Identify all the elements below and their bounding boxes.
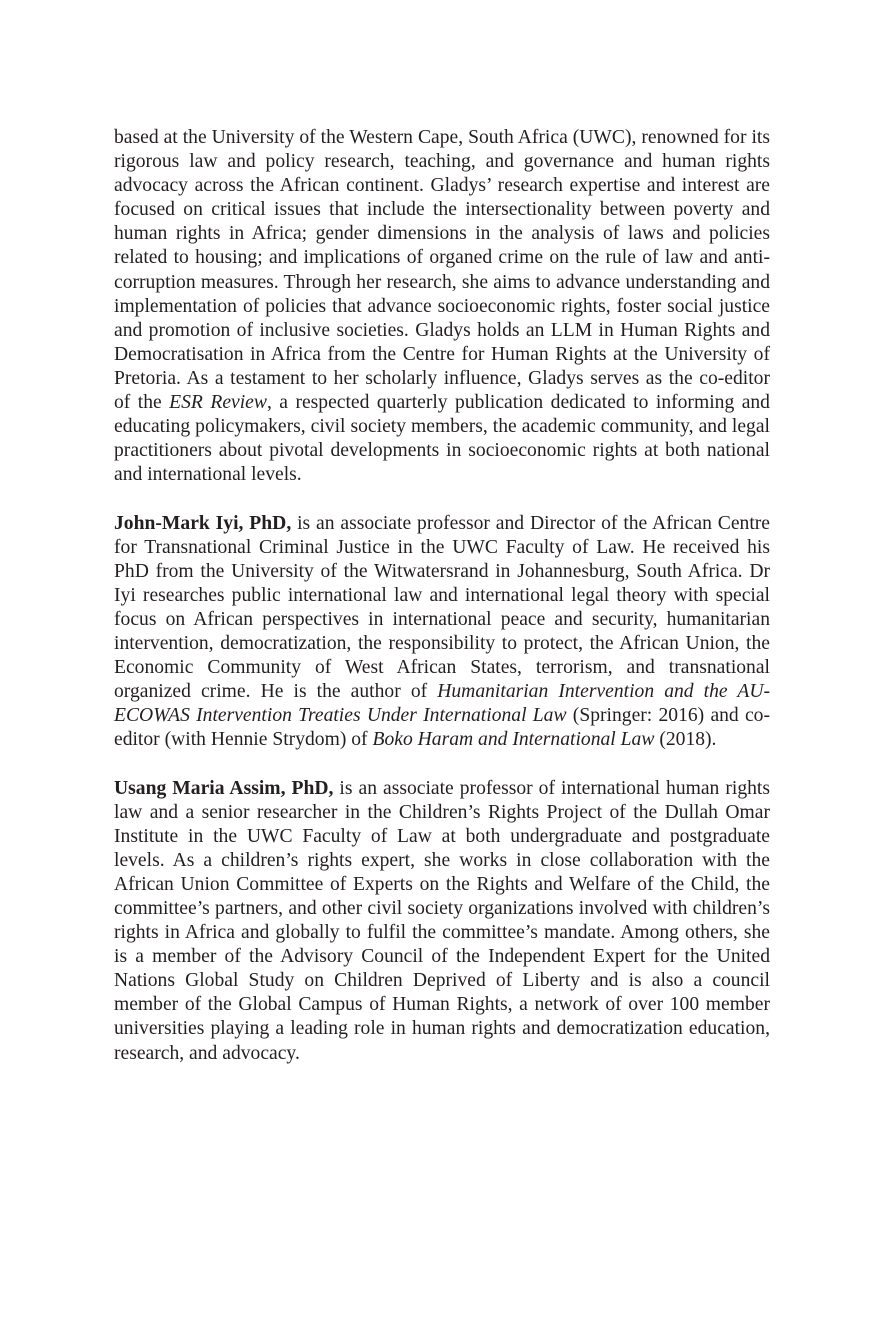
bio-iyi-text-1: is an associate professor and Director of the African Centre for Transnational Criminal Justice in the UWC Faculty of Law. He received his PhD from the University of the Witwatersrand in Johannesburg, South Africa. Dr Iyi researches public international law and international legal theory with special focus on African perspectives in international peace and security, humanitarian intervention, democratization, the responsibility to protect, the African Union, the Economic Community of West African States, terrorism, and transnational organized crime. He is the author of [114,512,770,703]
bio-gladys-continued [114,126,770,487]
author-name-assim: Usang Maria Assim, PhD, [114,777,334,799]
journal-title-esr-review: ESR Review [169,392,267,414]
page-body [114,126,770,1090]
bio-assim-text-1: is an associate professor of international human rights law and a senior researcher in the Children’s Rights Project of the Dullah Omar Institute in the UWC Faculty of Law at both undergraduate and postgraduate levels. As a children’s rights expert, she works in close collaboration with the African Union Committee of Experts on the Rights and Welfare of the Child, the committee’s partners, and other civil society organizations involved with children’s rights in Africa and globally to fulfil the committee’s mandate. Among others, she is a member of the Advisory Council of the Independent Expert for the United Nations Global Study on Children Deprived of Liberty and is also a council member of the Global Campus of Human Rights, a network of over 100 member universities playing a leading role in human rights and democratization education, research, and advocacy. [114,777,770,1064]
bio-iyi-text-3: (2018). [654,729,717,751]
author-name-iyi: John-Mark Iyi, PhD, [114,512,292,534]
book-title-humanitarian-intervention: Humanitarian Intervention and the AU-ECOWAS Intervention Treaties Under International Law [114,681,770,727]
bio-gladys-text-2: , a respected quarterly publication dedicated to informing and educating policymakers, civil society members, the academic community, and legal practitioners about pivotal developments in socioeconomic rights at both national and international levels. [114,392,770,486]
bio-iyi-text-2: (Springer: 2016) and co-editor (with Hennie Strydom) of [114,705,770,751]
bio-usang-maria-assim [114,777,770,1066]
bio-gladys-text-1: based at the University of the Western Cape, South Africa (UWC), renowned for its rigorous law and policy research, teaching, and governance and human rights advocacy across the African continent. Gladys’ research expertise and interest are focused on critical issues that include the intersectionality between poverty and human rights in Africa; gender dimensions in the analysis of laws and policies related to housing; and implications of organed crime on the rule of law and anti-corruption measures. Through her research, she aims to advance understanding and implementation of policies that advance socioeconomic rights, foster social justice and promotion of inclusive societies. Gladys holds an LLM in Human Rights and Democratisation in Africa from the Centre for Human Rights at the University of Pretoria. As a testament to her scholarly influence, Gladys serves as the co-editor of the [114,127,770,414]
bio-john-mark-iyi [114,512,770,753]
book-title-boko-haram: Boko Haram and International Law [372,729,655,751]
